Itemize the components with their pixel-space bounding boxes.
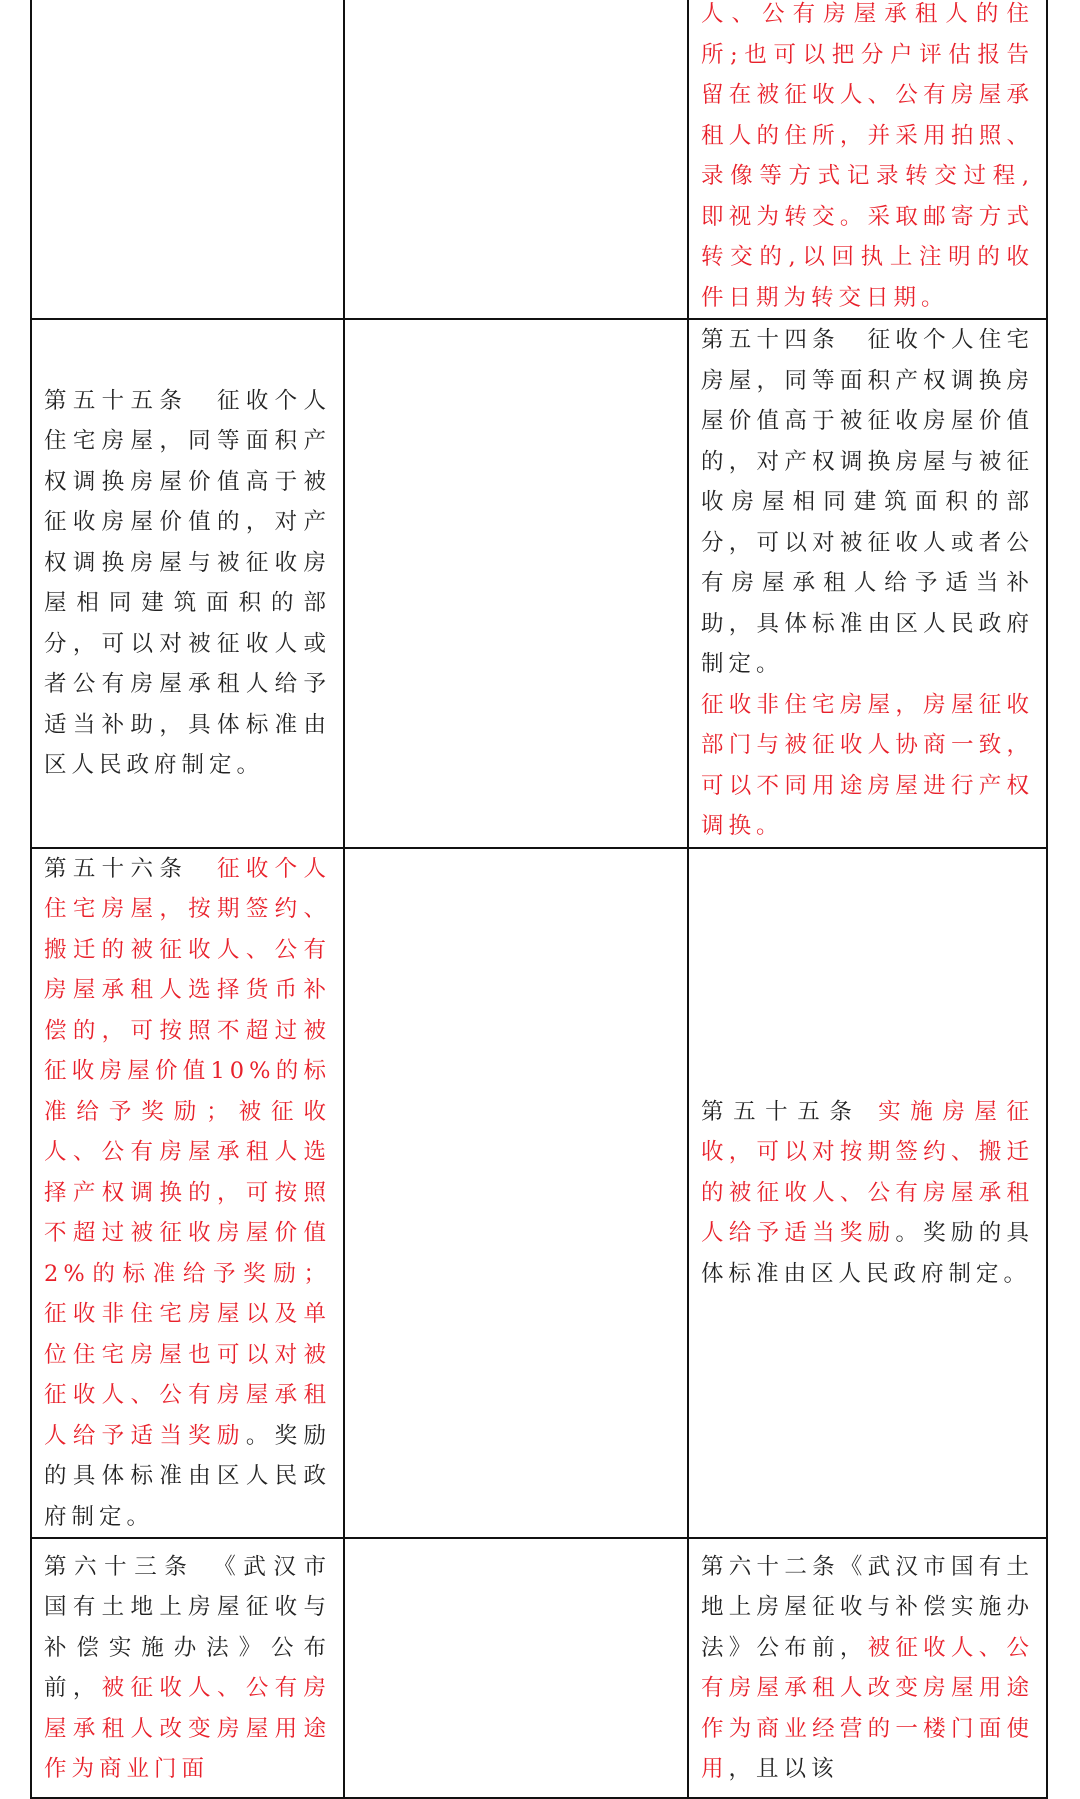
original-text: ，且以该 [728, 1756, 839, 1782]
middle-cell [344, 319, 688, 848]
cell-paragraph [44, 849, 331, 1538]
original-text: 。奖励的具体标准由区人民政府制定。 [701, 1220, 1034, 1287]
left-cell [31, 319, 344, 848]
middle-cell [344, 0, 688, 319]
cell-paragraph [701, 685, 1034, 847]
original-text: 第五十六条 [44, 855, 217, 882]
original-text: 第六十三条 《武汉市国有土地上房屋征收与补偿实施办法》公布前， [44, 1553, 331, 1701]
cell-paragraph [701, 1092, 1034, 1295]
right-cell [688, 319, 1047, 848]
table-row [31, 0, 1047, 319]
amended-text: 人、公有房屋承租人的住所;也可以把分户评估报告留在被征收人、公有房屋承租人的住所，并采用拍照、录像等方式记录转交过程,即视为转交。采取邮寄方式转交的,以回执上注明的收件日期为转交日期。 [701, 1, 1034, 311]
amended-text: 实施房屋征收，可以对按期签约、搬迁的被征收人、公有房屋承租人给予适当奖励 [701, 1098, 1034, 1246]
original-text: 第五十五条 [701, 1098, 879, 1125]
left-cell [31, 0, 344, 319]
original-text: 第五十四条 征收个人住宅房屋，同等面积产权调换房屋价值高于被征收房屋价值的，对产权调换房屋与被征收房屋相同建筑面积的部分，可以对被征收人或者公有房屋承租人给予适当补助，具体标准由区人民政府制定。 [701, 327, 1034, 677]
cell-paragraph [701, 0, 1034, 318]
cell-paragraph [44, 381, 331, 786]
original-text: 。奖励的具体标准由区人民政府制定。 [44, 1422, 331, 1530]
amended-text: 征收非住宅房屋，房屋征收部门与被征收人协商一致，可以不同用途房屋进行产权调换。 [701, 691, 1034, 839]
table-row [31, 848, 1047, 1539]
original-text: 第六十二条《武汉市国有土地上房屋征收与补偿实施办法》公布前， [701, 1553, 1034, 1661]
left-cell [31, 1538, 344, 1798]
amended-text: 被征收人、公有房屋承租人改变房屋用途作为商业门面 [44, 1675, 331, 1782]
cell-paragraph [44, 1547, 331, 1790]
original-text: 第五十五条 征收个人住宅房屋，同等面积产权调换房屋价值高于被征收房屋价值的，对产权调换房屋与被征收房屋相同建筑面积的部分，可以对被征收人或者公有房屋承租人给予适当补助，具体标准由区人民政府制定。 [44, 387, 331, 779]
left-cell [31, 848, 344, 1539]
amended-text: 征收个人住宅房屋，按期签约、搬迁的被征收人、公有房屋承租人选择货币补偿的，可按照不超过被征收房屋价值10%的标准给予奖励；被征收人、公有房屋承租人选择产权调换的，可按照不超过被征收房屋价值2%的标准给予奖励；征收非住宅房屋以及单位住宅房屋也可以对被征收人、公有房屋承租人给予适当奖励 [44, 855, 331, 1449]
regulation-comparison-table [30, 0, 1048, 1799]
table-row [31, 1538, 1047, 1798]
middle-cell [344, 1538, 688, 1798]
cell-paragraph [701, 1547, 1034, 1790]
table-row [31, 319, 1047, 848]
cell-paragraph [701, 320, 1034, 685]
right-cell [688, 1538, 1047, 1798]
right-cell [688, 848, 1047, 1539]
amended-text: 被征收人、公有房屋承租人改变房屋用途作为商业经营的一楼门面使用 [701, 1634, 1034, 1782]
right-cell [688, 0, 1047, 319]
middle-cell [344, 848, 688, 1539]
